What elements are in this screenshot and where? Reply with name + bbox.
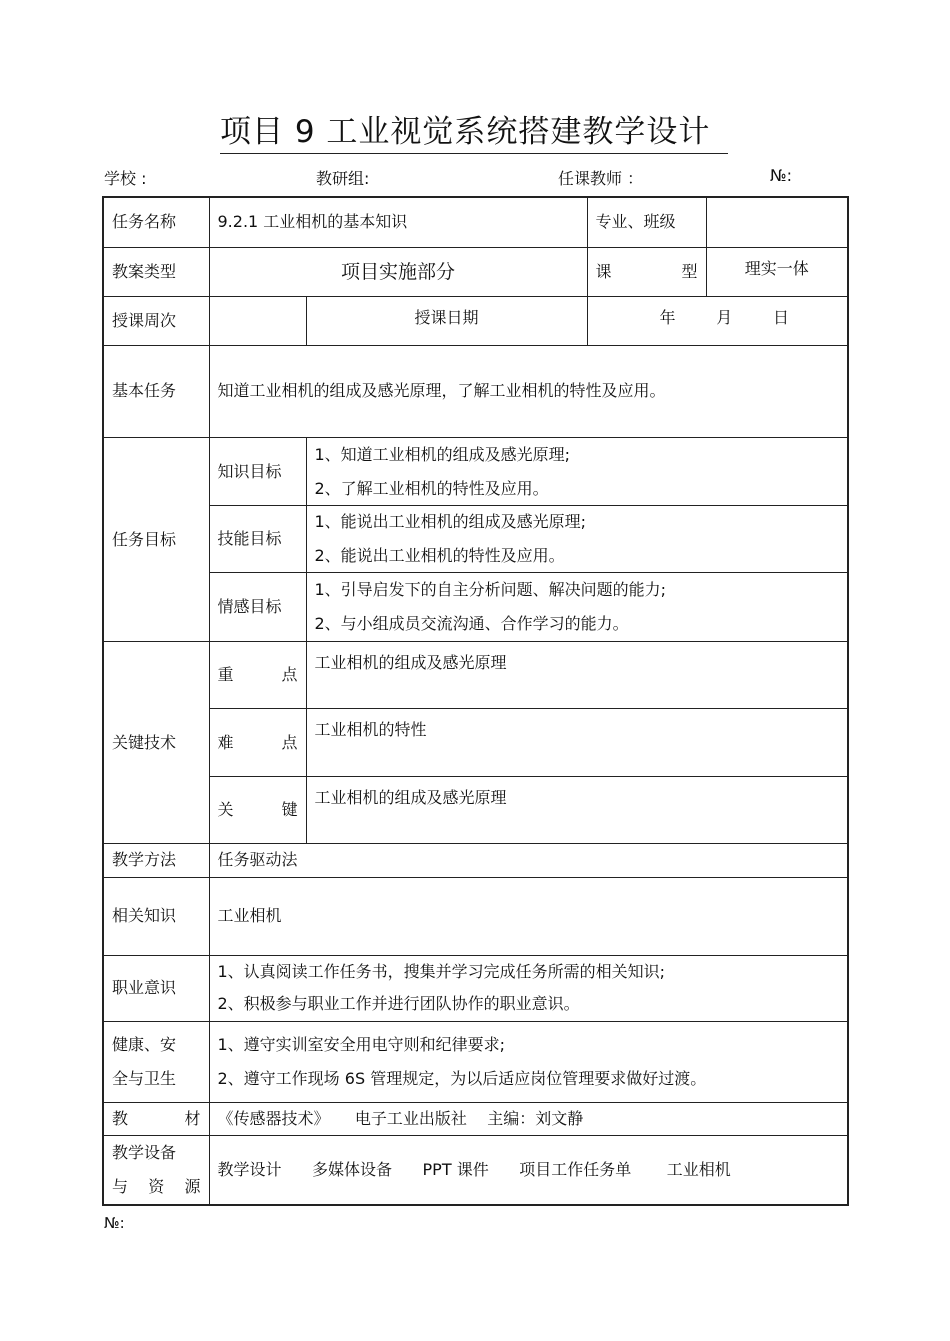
table-row — [103, 197, 848, 247]
key-tech-label: 关键技术 — [103, 642, 209, 843]
task-name-value: 9.2.1 工业相机的基本知识 — [209, 197, 587, 247]
key-item-label — [209, 709, 306, 776]
lesson-type-label — [587, 247, 706, 296]
key-item-value: 工业相机的特性 — [306, 709, 848, 776]
career-content — [209, 955, 848, 1021]
lesson-type-char-1: 课 — [595, 261, 612, 281]
table-row — [103, 1103, 848, 1136]
textbook-label — [103, 1103, 209, 1136]
year-label: 年 — [659, 307, 676, 327]
goal-label: 知识目标 — [209, 437, 306, 505]
key-label-char: 关 — [217, 799, 234, 819]
table-row — [103, 506, 848, 573]
health-line: 2、遵守工作现场 6S 管理规定，为以后适应岗位管理要求做好过渡。 — [217, 1069, 707, 1089]
table-row — [103, 709, 848, 776]
group-label: 教研组: — [316, 169, 370, 188]
equipment-label-char: 源 — [184, 1177, 201, 1197]
equipment-label-char: 资 — [148, 1177, 165, 1197]
key-label-char: 键 — [281, 799, 298, 819]
lesson-type-value: 理实一体 — [706, 247, 848, 296]
document-title: 项目 9 工业视觉系统搭建教学设计 — [220, 114, 728, 154]
equipment-label-line: 教学设备 — [112, 1143, 177, 1163]
goal-line: 2、与小组成员交流沟通、合作学习的能力。 — [314, 614, 629, 634]
health-label — [103, 1022, 209, 1103]
health-label-line: 全与卫生 — [112, 1069, 177, 1089]
key-label-char: 点 — [281, 732, 298, 752]
major-class-value — [706, 197, 848, 247]
lesson-plan-table — [102, 196, 849, 1206]
week-label: 授课周次 — [103, 296, 209, 345]
table-row — [103, 642, 848, 709]
key-item-label — [209, 642, 306, 709]
goal-line: 1、能说出工业相机的组成及感光原理; — [314, 512, 587, 532]
plan-type-label: 教案类型 — [103, 247, 209, 296]
key-label-char: 点 — [281, 665, 298, 685]
method-label: 教学方法 — [103, 843, 209, 877]
health-label-line: 健康、安 — [112, 1035, 177, 1055]
goal-label: 情感目标 — [209, 573, 306, 642]
related-value: 工业相机 — [209, 877, 848, 955]
career-line: 1、认真阅读工作任务书，搜集并学习完成任务所需的相关知识; — [217, 962, 666, 982]
equipment-label-char: 与 — [112, 1177, 129, 1197]
goal-content — [306, 573, 848, 642]
table-row — [103, 1022, 848, 1103]
basic-task-value: 知道工业相机的组成及感光原理，了解工业相机的特性及应用。 — [209, 345, 848, 437]
date-value — [587, 296, 848, 345]
footer-number: №: — [104, 1214, 125, 1232]
health-line: 1、遵守实训室安全用电守则和纪律要求; — [217, 1035, 506, 1055]
week-value — [209, 296, 306, 345]
goal-content — [306, 506, 848, 573]
table-row — [103, 955, 848, 1021]
plan-type-value: 项目实施部分 — [209, 247, 587, 296]
goal-content — [306, 437, 848, 505]
key-item-value: 工业相机的组成及感光原理 — [306, 642, 848, 709]
key-label-char: 重 — [217, 665, 234, 685]
goal-line: 2、能说出工业相机的特性及应用。 — [314, 546, 565, 566]
goal-line: 1、知道工业相机的组成及感光原理; — [314, 444, 571, 464]
day-label: 日 — [772, 307, 789, 327]
table-row — [103, 296, 848, 345]
textbook-label-char: 材 — [184, 1109, 201, 1129]
textbook-label-char: 教 — [112, 1109, 129, 1129]
related-label: 相关知识 — [103, 877, 209, 955]
table-row — [103, 877, 848, 955]
key-item-label — [209, 776, 306, 843]
table-row — [103, 345, 848, 437]
table-row — [103, 776, 848, 843]
date-label: 授课日期 — [306, 296, 587, 345]
table-row — [103, 843, 848, 877]
school-label: 学校 : — [104, 169, 147, 188]
task-name-label: 任务名称 — [103, 197, 209, 247]
month-label: 月 — [716, 307, 733, 327]
table-row — [103, 1136, 848, 1205]
key-item-value: 工业相机的组成及感光原理 — [306, 776, 848, 843]
goal-line: 1、引导启发下的自主分析问题、解决问题的能力; — [314, 580, 667, 600]
major-class-label: 专业、班级 — [587, 197, 706, 247]
equipment-value: 教学设计 多媒体设备 PPT 课件 项目工作任务单 工业相机 — [209, 1136, 848, 1205]
career-line: 2、积极参与职业工作并进行团队协作的职业意识。 — [217, 994, 580, 1014]
key-label-char: 难 — [217, 732, 234, 752]
health-content — [209, 1022, 848, 1103]
basic-task-label: 基本任务 — [103, 345, 209, 437]
task-goals-label: 任务目标 — [103, 437, 209, 641]
goal-line: 2、了解工业相机的特性及应用。 — [314, 478, 549, 498]
goal-label: 技能目标 — [209, 506, 306, 573]
number-label: №: — [770, 166, 793, 185]
method-value: 任务驱动法 — [209, 843, 848, 877]
table-row — [103, 573, 848, 642]
career-label: 职业意识 — [103, 955, 209, 1021]
equipment-label — [103, 1136, 209, 1205]
lesson-type-char-2: 型 — [681, 261, 698, 281]
textbook-value: 《传感器技术》 电子工业出版社 主编：刘文静 — [209, 1103, 848, 1136]
table-row — [103, 247, 848, 296]
table-row — [103, 437, 848, 505]
teacher-label: 任课教师 ： — [558, 169, 644, 188]
